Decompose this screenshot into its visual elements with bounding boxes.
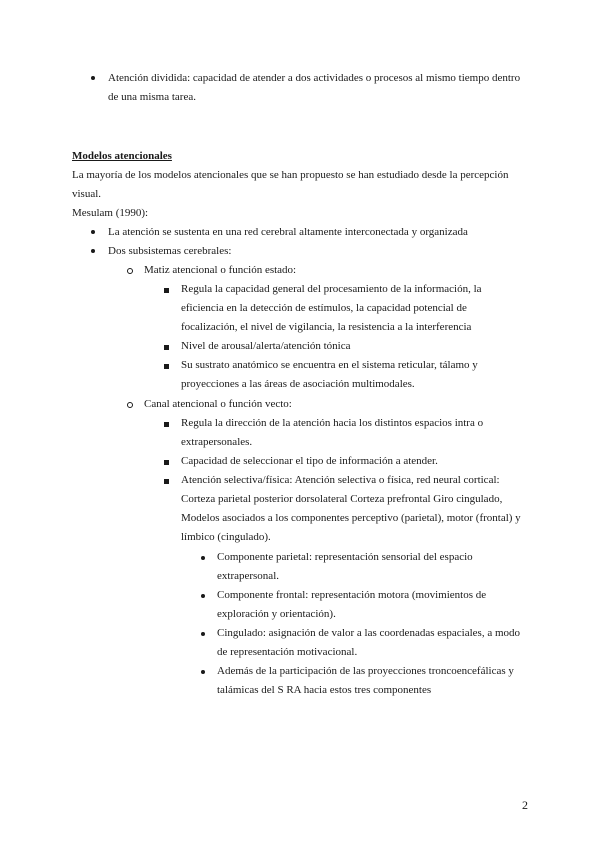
bullet-circle-icon [127,268,133,274]
top-bullet-text: Atención dividida: capacidad de atender a dos actividades o procesos al mismo tiempo dentro de una misma tarea. [108,72,521,103]
author-reference: Mesulam (1990): [72,207,149,219]
matriz-item-1: Regula la capacidad general del procesamiento de la información, la eficiencia en la detección de estímulos, la capacidad potencial de focalización, el nivel de vigilancia, la resistencia a la interferencia [181,283,482,333]
bullet-circle-icon [127,402,133,408]
canal-item-3: Atención selectiva/física: Atención selectiva o física, red neural cortical: Corteza parietal posterior dorsolateral Corteza prefrontal Giro cingulado, Modelos asociados a los componentes perceptivo (parietal), motor (frontal) y límbico (cingulado). [181,474,521,543]
canal-item-1: Regula la dirección de la atención hacia los distintos espacios intra o extrapersonales. [181,417,484,448]
section-title: Modelos atencionales [72,150,172,162]
canal-subitem-3: Cingulado: asignación de valor a las coordenadas espaciales, a modo de representación motivacional. [217,627,521,658]
bullet-dot-icon [201,556,205,560]
section-intro: La mayoría de los modelos atencionales que se han propuesto se han estudiado desde la percepción visual. [72,169,509,200]
canal-item-2: Capacidad de seleccionar el tipo de información a atender. [181,455,438,467]
canal-title: Canal atencional o función vecto: [144,398,292,410]
bullet-dot-icon [91,230,95,234]
bullet-square-icon [164,345,169,350]
canal-subitem-1: Componente parietal: representación sensorial del espacio extrapersonal. [217,551,473,582]
bullet-square-icon [164,288,169,293]
bullet-dot-icon [91,249,95,253]
bullet-square-icon [164,422,169,427]
level1-item-2: Dos subsistemas cerebrales: [108,245,232,257]
matriz-item-3: Su sustrato anatómico se encuentra en el sistema reticular, tálamo y proyecciones a las áreas de asociación multimodales. [181,359,478,390]
canal-subitem-2: Componente frontal: representación motora (movimientos de exploración y orientación). [217,589,487,620]
matriz-title: Matiz atencional o función estado: [144,264,297,276]
bullet-square-icon [164,460,169,465]
level1-item-1: La atención se sustenta en una red cerebral altamente interconectada y organizada [108,226,468,238]
page-number: 2 [522,798,528,812]
bullet-square-icon [164,364,169,369]
canal-subitem-4: Además de la participación de las proyecciones troncoencefálicas y talámicas del S RA hacia estos tres componentes [217,665,514,696]
bullet-square-icon [164,479,169,484]
bullet-dot-icon [91,76,95,80]
bullet-dot-icon [201,594,205,598]
bullet-dot-icon [201,670,205,674]
bullet-dot-icon [201,632,205,636]
matriz-item-2: Nivel de arousal/alerta/atención tónica [181,340,351,352]
